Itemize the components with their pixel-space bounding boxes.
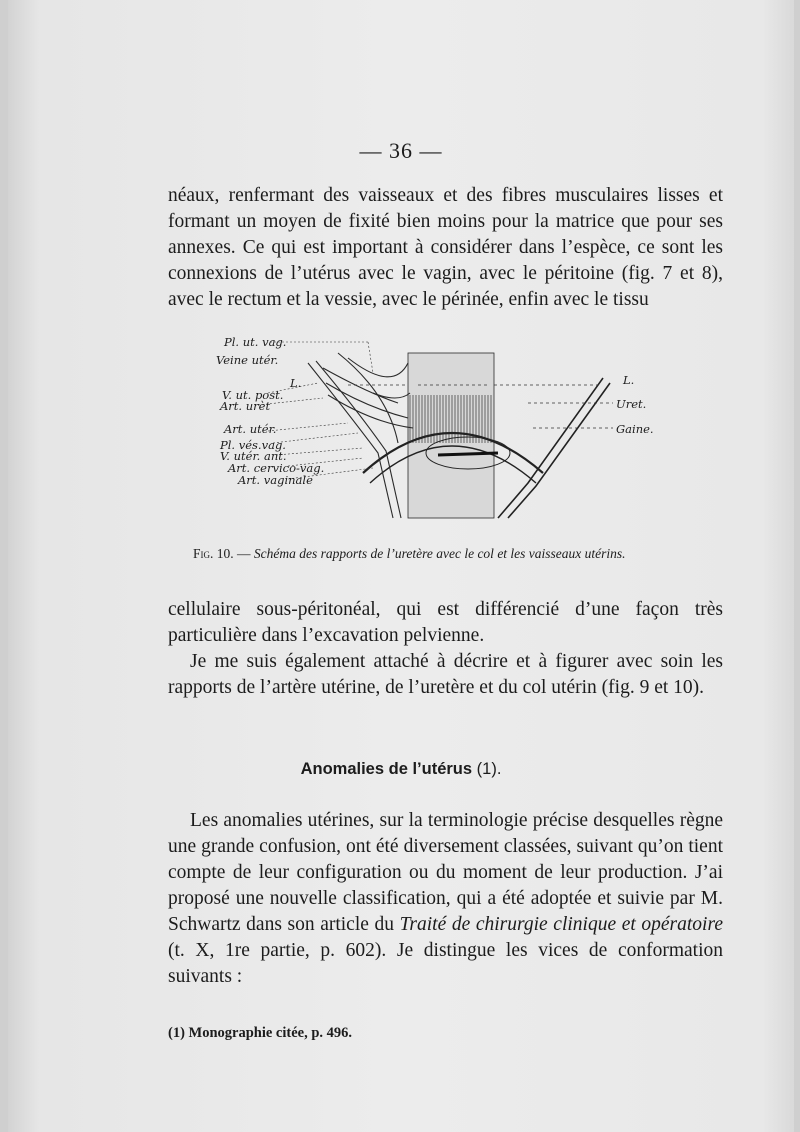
label-art-cervico-vag: Art. cervico-vag. [228,461,325,475]
label-pl-ut-vag: Pl. ut. vag. [224,335,287,349]
caption-label: Fig. 10. — [193,546,251,561]
paragraph-1 [168,183,723,313]
heading-footnote-ref: (1). [476,760,502,778]
paragraph-3-italic: Traité de chirurgie clinique et opératoire [399,914,723,935]
label-art-uret: Art. urèt [220,399,271,413]
page [8,0,794,1132]
heading-text: Anomalies de l’utérus [300,760,473,778]
paragraph-3 [168,808,723,990]
label-v-uter-ant: V. utér. ant. [220,449,287,463]
figure-10 [198,333,668,533]
figure-caption [193,546,733,562]
paragraph-3b: (t. X, 1re partie, p. 602). Je distingue les vices de conformation suivants : [168,940,723,987]
paragraph-2b: Je me suis également attaché à décrire et à figurer avec soin les rapports de l’artère utérine, de l’uretère et du col utérin (fig. 9 et 10). [168,651,723,698]
label-gaine: Gaine. [616,422,654,436]
section-heading [8,760,794,779]
paragraph-2a: cellulaire sous-péritonéal, qui est différencié d’une façon très particulière dans l’excavation pelvienne. [168,599,723,646]
page-number: — 36 — [359,138,443,163]
label-uret: Uret. [616,397,647,411]
label-art-vaginale: Art. vaginale [238,473,313,487]
label-art-uter: Art. utér. [224,422,277,436]
paragraph-2 [168,597,723,701]
label-l-left: L. [290,376,302,390]
label-pl-ves-vag: Pl. vés.vag. [220,438,286,452]
label-v-ut-post: V. ut. post. [222,388,284,402]
label-l-right: L. [623,373,635,387]
paragraph-1-text: néaux, renfermant des vaisseaux et des fibres musculaires lisses et formant un moyen de fixité bien moins pour la matrice que pour ses annexes. Ce qui est important à considérer dans l’espèce, ce sont les connexions de l’utérus avec le vagin, avec le péritoine (fig. 7 et 8), avec le rectum et la vessie, avec le périnée, enfin avec le tissu [168,185,723,310]
footnote: (1) Monographie citée, p. 496. [168,1025,353,1041]
label-veine-uter: Veine utér. [216,353,279,367]
caption-text: Schéma des rapports de l’uretère avec le col et les vaisseaux utérins. [253,546,626,561]
paragraph-3a: Les anomalies utérines, sur la terminologie précise desquelles règne une grande confusion, ont été diversement classées, suivant qu’on tient compte de leur configuration ou du moment de leur production. J’ai proposé une nouvelle classification, qui a été adoptée et suivie par M. Schwartz dans son article du [168,810,723,935]
